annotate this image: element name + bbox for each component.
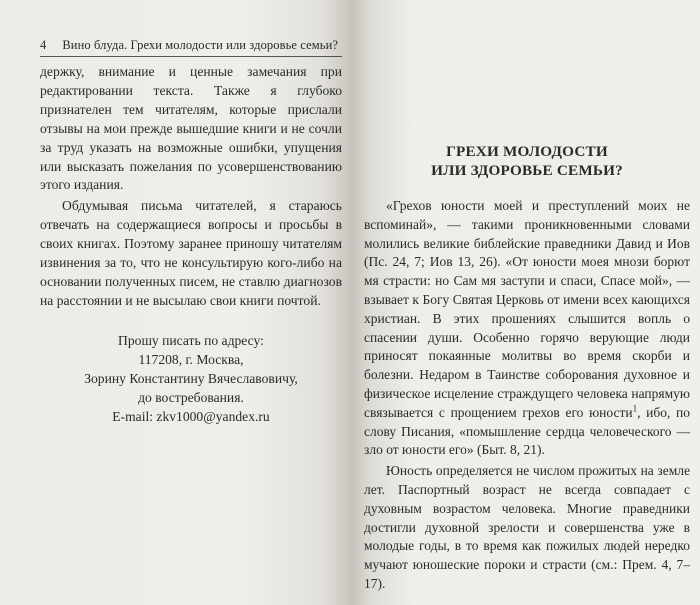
address-line-recipient: Зорину Константину Вячеславовичу, [84, 370, 298, 386]
page-number: 4 [40, 38, 47, 52]
chapter-title-line-2: ИЛИ ЗДОРОВЬЕ СЕМЬИ? [431, 162, 623, 179]
address-line-delivery: до востребования. [138, 389, 244, 405]
left-paragraph-2: Обдумывая письма читателей, я стараюсь отвечать на содержащиеся вопросы и просьбы в своих книгах. Поэтому заранее приношу читателям извинения за то, что не консультирую кого-либо на основании полученных писем, не ставлю диагнозов на расстоянии и не высылаю свои книги почтой. [40, 198, 342, 308]
address-line-intro: Прошу писать по адресу: [118, 332, 264, 348]
footnote-mark: 1 [632, 403, 638, 414]
running-head-title: Вино блуда. Грехи молодости или здоровье семьи? [62, 38, 339, 52]
right-paragraph-1-text: «Грехов юности моей и преступлений моих не вспоминай», — такими проникновенными словами молились великие библейские праведники Давид и Иов (Пс. 24, 7; Иов 13, 26). «От юности моея мнози борют мя страсти: но Сам мя заступи и спаси, Спасе мой», — взывает к Богу Святая Церковь от имени всех кающихся христиан. В этих прошениях слышится вопль о спасении души. Особенно горячо верующие люди приносят покаянные молитвы во время скорби и болезни. Недаром в Таинстве соборования духовное и физическое исцеление страждущего человека напрямую связывается с прощением грехов его юности [364, 198, 690, 420]
address-line-email: E-mail: zkv1000@yandex.ru [112, 408, 270, 424]
right-page [350, 0, 700, 605]
right-paragraph-2: Юность определяется не числом прожитых на земле лет. Паспортный возраст не всегда совпадает с духовным возрастом человека. Многие праведники достигли духовной зрелости и совершенства уже в молодые годы, в то время как пожилых людей нередко мучают юношеские пороки и страсти (см.: Прем. 4, 7–17). [364, 463, 690, 591]
right-paragraph-1 [364, 197, 690, 460]
right-paragraph-1-tail: , ибо, по слову Писания, «помышление сердца человеческого — зло от юности его» (Быт. 8, 21). [364, 404, 690, 458]
chapter-title-line-1: ГРЕХИ МОЛОДОСТИ [446, 143, 608, 160]
left-paragraph-1: держку, внимание и ценные замечания при редактировании текста. Также я глубоко признателен тем читателям, которые прислали отзывы на мои прежде вышедшие книги и не сочли за труд указать на возможные ошибки, упущения или высказать пожелания по усовершенствованию этого издания. [40, 64, 342, 193]
address-line-postal: 117208, г. Москва, [138, 351, 244, 367]
running-head [40, 38, 342, 57]
contact-address [40, 331, 342, 426]
chapter-title [364, 142, 690, 180]
